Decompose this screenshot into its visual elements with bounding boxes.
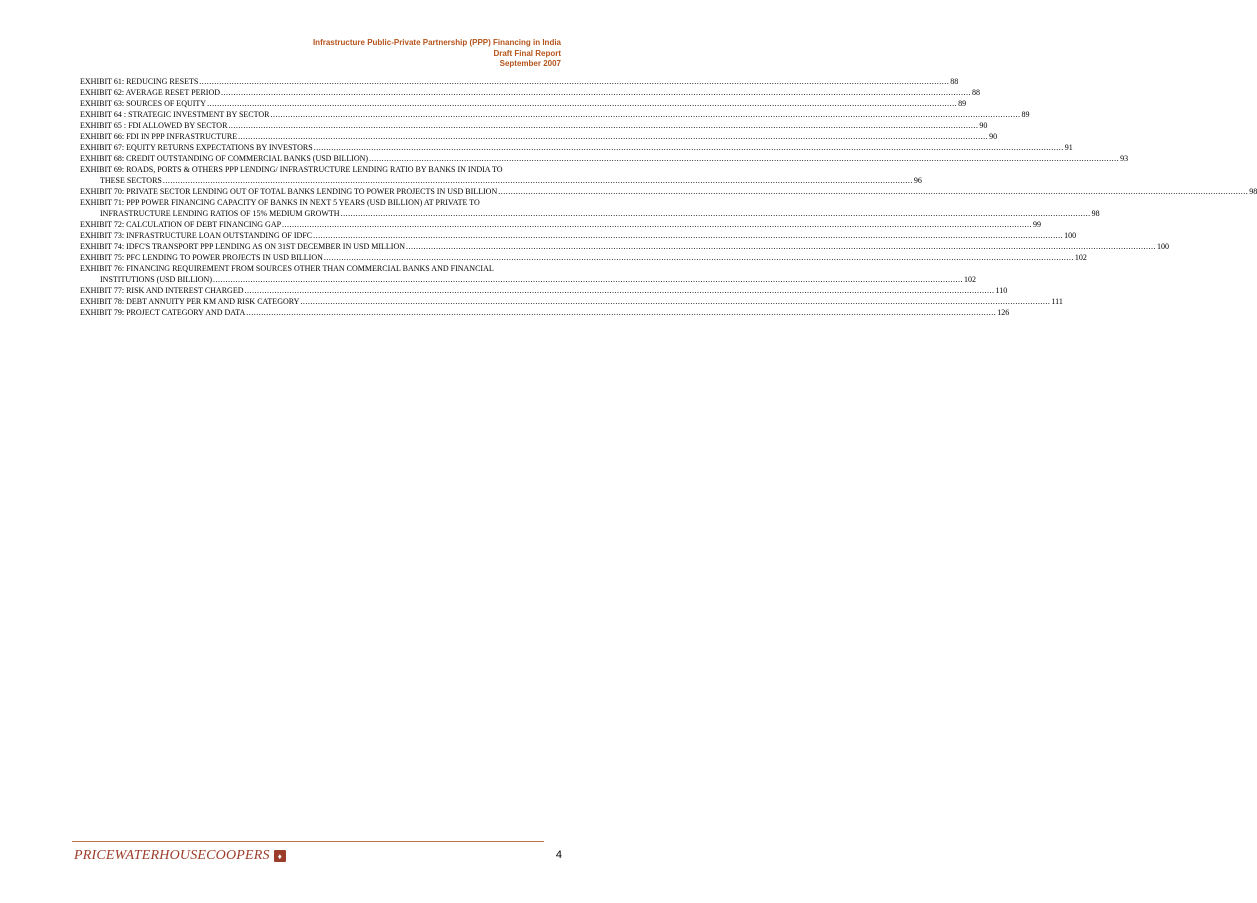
toc-entry-line	[80, 230, 1077, 241]
toc-entry-line	[80, 219, 1042, 230]
toc-leader-dots: ............................................................................................................................................................................................................................................................................................................	[313, 143, 1064, 152]
toc-entry[interactable]	[80, 164, 922, 186]
toc-entry-line	[80, 98, 967, 109]
toc-page-number: 96	[913, 176, 922, 185]
toc-entry-title: EXHIBIT 76: FINANCING REQUIREMENT FROM SOURCES OTHER THAN COMMERCIAL BANKS AND FINANCIAL	[80, 264, 494, 273]
toc-leader-dots: ............................................................................................................................................................................................................................................................................................................	[221, 88, 972, 97]
toc-entry-line	[80, 164, 560, 175]
toc-page-number: 90	[989, 132, 998, 141]
toc-entry[interactable]	[80, 153, 1129, 164]
toc-leader-dots: ............................................................................................................................................................................................................................................................................................................	[162, 176, 913, 185]
toc-entry[interactable]	[80, 186, 1257, 197]
toc-entry-title: EXHIBIT 68: CREDIT OUTSTANDING OF COMMERCIAL BANKS (USD BILLION)	[80, 154, 369, 163]
toc-page-number: 102	[963, 275, 976, 284]
toc-entry-title: EXHIBIT 79: PROJECT CATEGORY AND DATA	[80, 308, 246, 317]
toc-entry-line	[80, 76, 959, 87]
toc-page-number: 100	[1157, 242, 1169, 251]
toc-page-number: 102	[1074, 253, 1087, 262]
document-header	[313, 38, 561, 70]
toc-entry[interactable]	[80, 263, 976, 285]
toc-entry-title: INSTITUTIONS (USD BILLION)	[100, 275, 212, 284]
toc-page-number: 91	[1064, 143, 1073, 152]
toc-entry[interactable]	[80, 142, 1073, 153]
toc-leader-dots: ............................................................................................................................................................................................................................................................................................................	[270, 110, 1021, 119]
toc-leader-dots: ............................................................................................................................................................................................................................................................................................................	[246, 308, 997, 317]
toc-entry-title: EXHIBIT 69: ROADS, PORTS & OTHERS PPP LENDING/ INFRASTRUCTURE LENDING RATIO BY BANKS IN INDIA TO	[80, 165, 503, 174]
toc-leader-dots: ............................................................................................................................................................................................................................................................................................................	[244, 286, 995, 295]
toc-entry-title: EXHIBIT 63: SOURCES OF EQUITY	[80, 99, 207, 108]
toc-entry[interactable]	[80, 76, 959, 87]
toc-entry-title: EXHIBIT 66: FDI IN PPP INFRASTRUCTURE	[80, 132, 238, 141]
toc-leader-dots: ............................................................................................................................................................................................................................................................................................................	[300, 297, 1051, 306]
toc-entry[interactable]	[80, 252, 1087, 263]
toc-page-number: 89	[1021, 110, 1030, 119]
toc-entry[interactable]	[80, 87, 981, 98]
toc-page-number: 98	[1249, 187, 1257, 196]
toc-entry-line	[80, 142, 1073, 153]
toc-entry-line	[80, 307, 1010, 318]
toc-entry-title: EXHIBIT 77: RISK AND INTEREST CHARGED	[80, 286, 244, 295]
toc-entry-line	[80, 87, 981, 98]
toc-entry-title: EXHIBIT 67: EQUITY RETURNS EXPECTATIONS BY INVESTORS	[80, 143, 313, 152]
toc-page-number: 93	[1120, 154, 1129, 163]
toc-entry-title: EXHIBIT 71: PPP POWER FINANCING CAPACITY OF BANKS IN NEXT 5 YEARS (USD BILLION) AT PRIVATE TO	[80, 198, 480, 207]
logo-wordmark: PRICEWATERHOUSECOOPERS	[74, 848, 270, 863]
company-logo	[74, 848, 286, 864]
toc-page-number: 89	[958, 99, 967, 108]
toc-entry-line	[80, 109, 1030, 120]
header-title: Infrastructure Public-Private Partnership (PPP) Financing in India	[312, 38, 561, 47]
toc-entry-line	[80, 241, 1169, 252]
header-subtitle: Draft Final Report	[493, 48, 561, 58]
toc-page-number: 100	[1064, 231, 1077, 240]
toc-entry[interactable]	[80, 197, 1100, 219]
toc-leader-dots: ............................................................................................................................................................................................................................................................................................................	[323, 253, 1074, 262]
toc-entry-line	[80, 296, 1063, 307]
toc-page-number: 110	[995, 286, 1008, 295]
toc-entry-line	[80, 285, 1008, 296]
toc-page-number: 99	[1033, 220, 1042, 229]
toc-entry[interactable]	[80, 241, 1169, 252]
toc-entry[interactable]	[80, 131, 998, 142]
toc-page-number: 90	[979, 121, 988, 130]
page-number: 4	[555, 849, 562, 861]
toc-leader-dots: ............................................................................................................................................................................................................................................................................................................	[406, 242, 1156, 251]
toc-entry-title: EXHIBIT 64 : STRATEGIC INVESTMENT BY SECTOR	[80, 110, 270, 119]
toc-leader-dots: ............................................................................................................................................................................................................................................................................................................	[282, 220, 1033, 229]
toc-entry-line	[80, 120, 988, 131]
toc-page-number: 88	[950, 77, 959, 86]
toc-entry-title: EXHIBIT 70: PRIVATE SECTOR LENDING OUT OF TOTAL BANKS LENDING TO POWER PROJECTS IN USD BILLION	[80, 187, 498, 196]
toc-leader-dots: ............................................................................................................................................................................................................................................................................................................	[212, 275, 963, 284]
toc-page-number: 88	[972, 88, 981, 97]
toc-entry-title: EXHIBIT 73: INFRASTRUCTURE LOAN OUTSTANDING OF IDFC	[80, 231, 313, 240]
toc-entry-title: EXHIBIT 72: CALCULATION OF DEBT FINANCING GAP	[80, 220, 282, 229]
toc-entry-title: EXHIBIT 74: IDFC'S TRANSPORT PPP LENDING AS ON 31ST DECEMBER IN USD MILLION	[80, 242, 405, 251]
toc-entry-line	[80, 153, 1129, 164]
toc-entry-line	[80, 274, 976, 285]
header-date: September 2007	[499, 59, 561, 68]
toc-entry-title: EXHIBIT 78: DEBT ANNUITY PER KM AND RISK CATEGORY	[80, 297, 300, 306]
toc-entry[interactable]	[80, 285, 1008, 296]
toc-leader-dots: ............................................................................................................................................................................................................................................................................................................	[498, 187, 1249, 196]
toc-entry-title: EXHIBIT 75: PFC LENDING TO POWER PROJECTS IN USD BILLION	[80, 253, 323, 262]
toc-entry-title: THESE SECTORS	[100, 176, 162, 185]
toc-entry-line	[80, 197, 560, 208]
toc-entry-line	[80, 175, 922, 186]
table-of-exhibits	[80, 76, 1257, 318]
toc-entry-title: EXHIBIT 62: AVERAGE RESET PERIOD	[80, 88, 221, 97]
toc-page-number: 111	[1051, 297, 1063, 306]
toc-entry[interactable]	[80, 98, 967, 109]
toc-entry-line	[80, 263, 560, 274]
toc-page-number: 98	[1091, 209, 1100, 218]
toc-leader-dots: ............................................................................................................................................................................................................................................................................................................	[340, 209, 1091, 218]
toc-entry[interactable]	[80, 230, 1077, 241]
toc-entry-line	[80, 131, 998, 142]
toc-entry[interactable]	[80, 109, 1030, 120]
toc-entry-line	[80, 252, 1087, 263]
toc-entry-title: EXHIBIT 61: REDUCING RESETS	[80, 77, 199, 86]
toc-entry-title: EXHIBIT 65 : FDI ALLOWED BY SECTOR	[80, 121, 228, 130]
toc-leader-dots: ............................................................................................................................................................................................................................................................................................................	[199, 77, 950, 86]
toc-entry-title: INFRASTRUCTURE LENDING RATIOS OF 15% MEDIUM GROWTH	[100, 209, 340, 218]
toc-leader-dots: ............................................................................................................................................................................................................................................................................................................	[313, 231, 1064, 240]
toc-entry[interactable]	[80, 219, 1042, 230]
toc-leader-dots: ............................................................................................................................................................................................................................................................................................................	[228, 121, 979, 130]
toc-entry[interactable]	[80, 120, 988, 131]
logo-emblem-icon: ♦	[274, 850, 286, 862]
toc-entry-line	[80, 186, 1257, 197]
toc-entry[interactable]	[80, 296, 1063, 307]
toc-entry-line	[80, 208, 1100, 219]
toc-entry[interactable]	[80, 307, 1010, 318]
footer-divider	[72, 841, 544, 842]
toc-leader-dots: ............................................................................................................................................................................................................................................................................................................	[207, 99, 958, 108]
toc-leader-dots: ............................................................................................................................................................................................................................................................................................................	[238, 132, 989, 141]
toc-leader-dots: ............................................................................................................................................................................................................................................................................................................	[369, 154, 1120, 163]
toc-page-number: 126	[997, 308, 1010, 317]
